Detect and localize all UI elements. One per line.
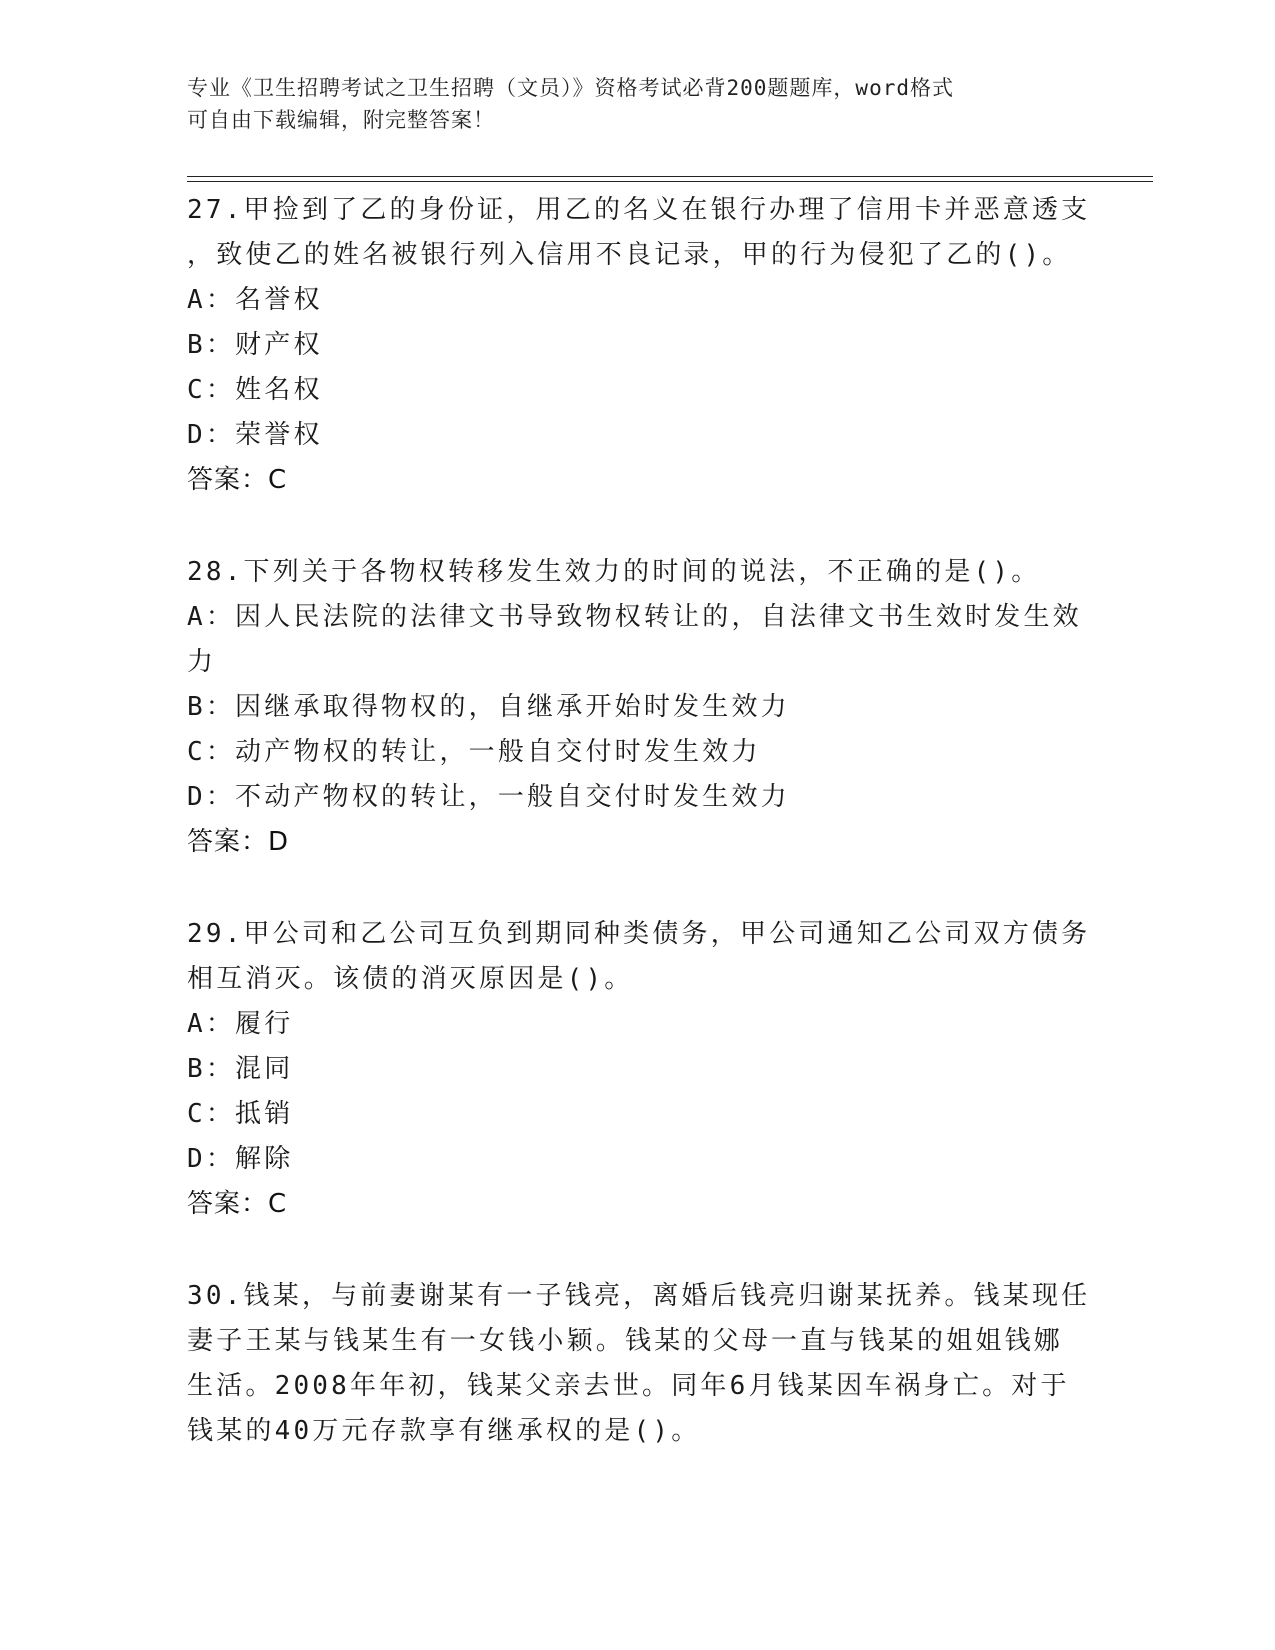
- question-block: [187, 1274, 1091, 1454]
- question-stem-line: ，致使乙的姓名被银行列入信用不良记录，甲的行为侵犯了乙的()。: [187, 240, 1072, 270]
- question-block: [187, 188, 1091, 503]
- question-stem-line: 钱某的40万元存款享有继承权的是()。: [187, 1416, 701, 1446]
- question-block: [187, 912, 1091, 1227]
- header-divider: [187, 176, 1153, 177]
- question-stem-line: 30.钱某，与前妻谢某有一子钱亮，离婚后钱亮归谢某抚养。钱某现任: [187, 1281, 1091, 1311]
- question-stem-line: 生活。2008年年初，钱某父亲去世。同年6月钱某因车祸身亡。对于: [187, 1371, 1070, 1401]
- answer-option: B：财产权: [187, 330, 323, 360]
- answer-key: 答案：C: [187, 1189, 288, 1219]
- answer-option: C：抵销: [187, 1099, 294, 1129]
- question-stem-line: 相互消灭。该债的消灭原因是()。: [187, 964, 634, 994]
- answer-key: 答案：C: [187, 465, 288, 495]
- answer-option: 力: [187, 647, 217, 677]
- answer-option: A：因人民法院的法律文书导致物权转让的，自法律文书生效时发生效: [187, 602, 1082, 632]
- answer-option: C：姓名权: [187, 375, 323, 405]
- question-block: [187, 550, 1087, 865]
- header-line: 专业《卫生招聘考试之卫生招聘（文员）》资格考试必背200题题库，word格式: [187, 76, 954, 100]
- question-stem-line: 28.下列关于各物权转移发生效力的时间的说法，不正确的是()。: [187, 557, 1041, 587]
- header-divider: [187, 181, 1153, 182]
- answer-option: A：履行: [187, 1009, 294, 1039]
- answer-option: C：动产物权的转让，一般自交付时发生效力: [187, 737, 761, 767]
- answer-option: D：荣誉权: [187, 420, 323, 450]
- answer-option: B：混同: [187, 1054, 294, 1084]
- question-stem-line: 29.甲公司和乙公司互负到期同种类债务，甲公司通知乙公司双方债务: [187, 919, 1091, 949]
- answer-option: B：因继承取得物权的，自继承开始时发生效力: [187, 692, 790, 722]
- question-list: [187, 188, 1091, 1501]
- question-stem-line: 妻子王某与钱某生有一女钱小颖。钱某的父母一直与钱某的姐姐钱娜: [187, 1326, 1064, 1356]
- answer-option: D：不动产物权的转让，一般自交付时发生效力: [187, 782, 790, 812]
- header-line: 可自由下载编辑，附完整答案！: [187, 108, 495, 132]
- answer-key: 答案：D: [187, 827, 290, 857]
- question-stem-line: 27.甲捡到了乙的身份证，用乙的名义在银行办理了信用卡并恶意透支: [187, 195, 1091, 225]
- answer-option: D：解除: [187, 1144, 294, 1174]
- answer-option: A：名誉权: [187, 285, 323, 315]
- document-header: [187, 72, 1067, 136]
